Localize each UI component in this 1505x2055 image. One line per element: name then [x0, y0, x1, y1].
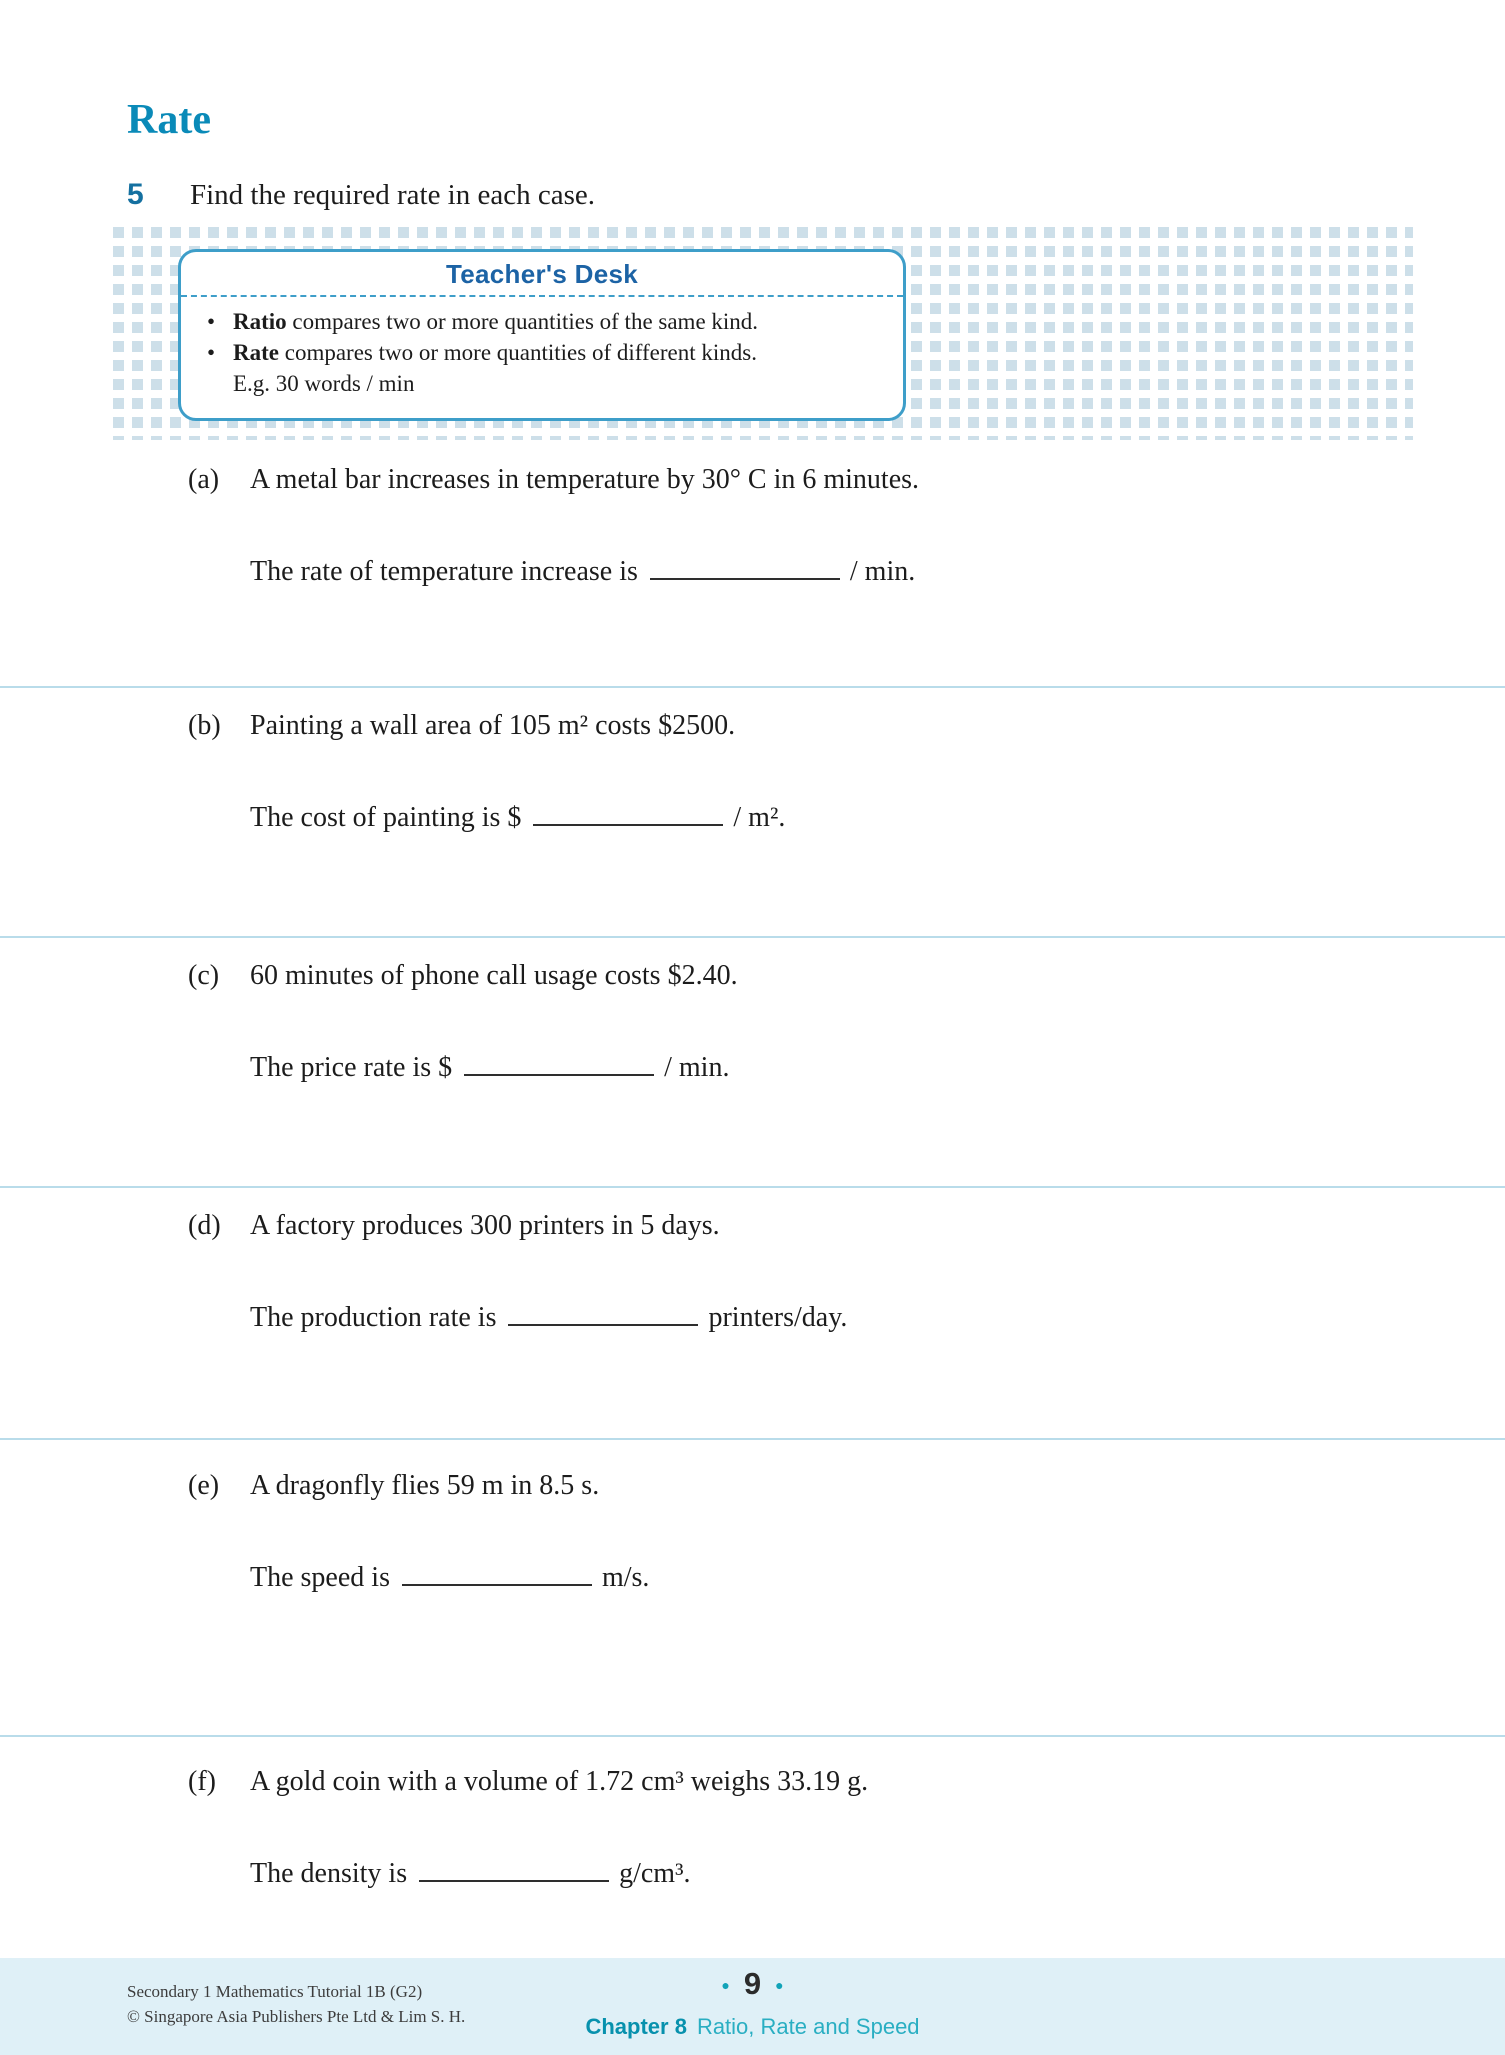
teachers-desk-callout: [178, 249, 906, 421]
page-number-row: [0, 1966, 1505, 2002]
page-number: 9: [743, 1966, 762, 2001]
page-number-dot: ●: [775, 1979, 784, 1994]
part-question-text: 60 minutes of phone call usage costs $2.40.: [250, 960, 738, 991]
answer-blank: [464, 1052, 654, 1076]
section-divider: [0, 686, 1505, 688]
answer-blank: [419, 1858, 609, 1882]
answer-suffix: m/s.: [601, 1562, 650, 1593]
part-label: (a): [188, 464, 220, 495]
book-title: Secondary 1 Mathematics Tutorial 1B (G2): [127, 1982, 423, 2001]
note-text: Rate compares two or more quantities of different kinds. E.g. 30 words / min: [233, 337, 757, 399]
note-example: E.g. 30 words / min: [233, 371, 415, 396]
answer-blank: [402, 1562, 592, 1586]
copyright-text: © Singapore Asia Publishers Pte Ltd & Lim S. H.: [127, 2006, 466, 2026]
answer-prefix: The speed is: [250, 1562, 390, 1593]
answer-prefix: The rate of temperature increase is: [250, 556, 638, 587]
question-part-e: [188, 1466, 1418, 1598]
answer-suffix: printers/day.: [708, 1302, 848, 1333]
question-part-c: [188, 956, 1418, 1088]
question-part-f: [188, 1762, 1418, 1894]
question-part-b: [188, 706, 1418, 838]
part-label: (b): [188, 710, 221, 741]
teachers-desk-notes: [181, 297, 903, 409]
question-instruction: Find the required rate in each case.: [190, 179, 596, 211]
note-term: Rate: [233, 340, 279, 365]
dotted-pattern-background: [113, 227, 1413, 440]
answer-suffix: / min.: [664, 1052, 730, 1083]
part-label: (e): [188, 1470, 220, 1501]
answer-prefix: The production rate is: [250, 1302, 497, 1333]
part-question-text: A factory produces 300 printers in 5 days.: [250, 1210, 720, 1241]
answer-suffix: g/cm³.: [619, 1858, 691, 1889]
bullet-icon: •: [207, 309, 216, 334]
answer-suffix: / m².: [733, 802, 786, 833]
question-number: 5: [127, 178, 144, 211]
teachers-desk-title: Teacher's Desk: [445, 259, 638, 289]
chapter-label: Chapter 8: [585, 2014, 687, 2039]
part-label: (d): [188, 1210, 221, 1241]
chapter-reference: [0, 2014, 1505, 2040]
part-question-text: Painting a wall area of 105 m² costs $2500.: [250, 710, 736, 741]
answer-prefix: The density is: [250, 1858, 408, 1889]
note-term: Ratio: [233, 309, 287, 334]
question-header: [127, 178, 595, 212]
note-item: [207, 306, 881, 337]
question-part-a: [188, 460, 1418, 592]
section-divider: [0, 1735, 1505, 1737]
answer-blank: [650, 556, 840, 580]
part-question-text: A gold coin with a volume of 1.72 cm³ weighs 33.19 g.: [250, 1766, 869, 1797]
part-question-text: A metal bar increases in temperature by 30° C in 6 minutes.: [250, 464, 920, 495]
note-text: Ratio compares two or more quantities of the same kind.: [233, 309, 759, 334]
section-divider: [0, 1438, 1505, 1440]
page-title: Rate: [127, 97, 211, 143]
chapter-title: Ratio, Rate and Speed: [696, 2014, 920, 2039]
answer-prefix: The price rate is $: [250, 1052, 453, 1083]
section-divider: [0, 1186, 1505, 1188]
part-label: (c): [188, 960, 220, 991]
note-item: [207, 337, 881, 399]
section-divider: [0, 936, 1505, 938]
bullet-icon: •: [207, 340, 216, 365]
part-label: (f): [188, 1766, 216, 1797]
answer-blank: [508, 1302, 698, 1326]
answer-prefix: The cost of painting is $: [250, 802, 522, 833]
question-part-d: [188, 1206, 1418, 1338]
part-question-text: A dragonfly flies 59 m in 8.5 s.: [250, 1470, 600, 1501]
page-footer: [0, 1958, 1505, 2055]
answer-blank: [533, 802, 723, 826]
answer-suffix: / min.: [849, 556, 916, 587]
page-number-dot: ●: [721, 1979, 730, 1994]
